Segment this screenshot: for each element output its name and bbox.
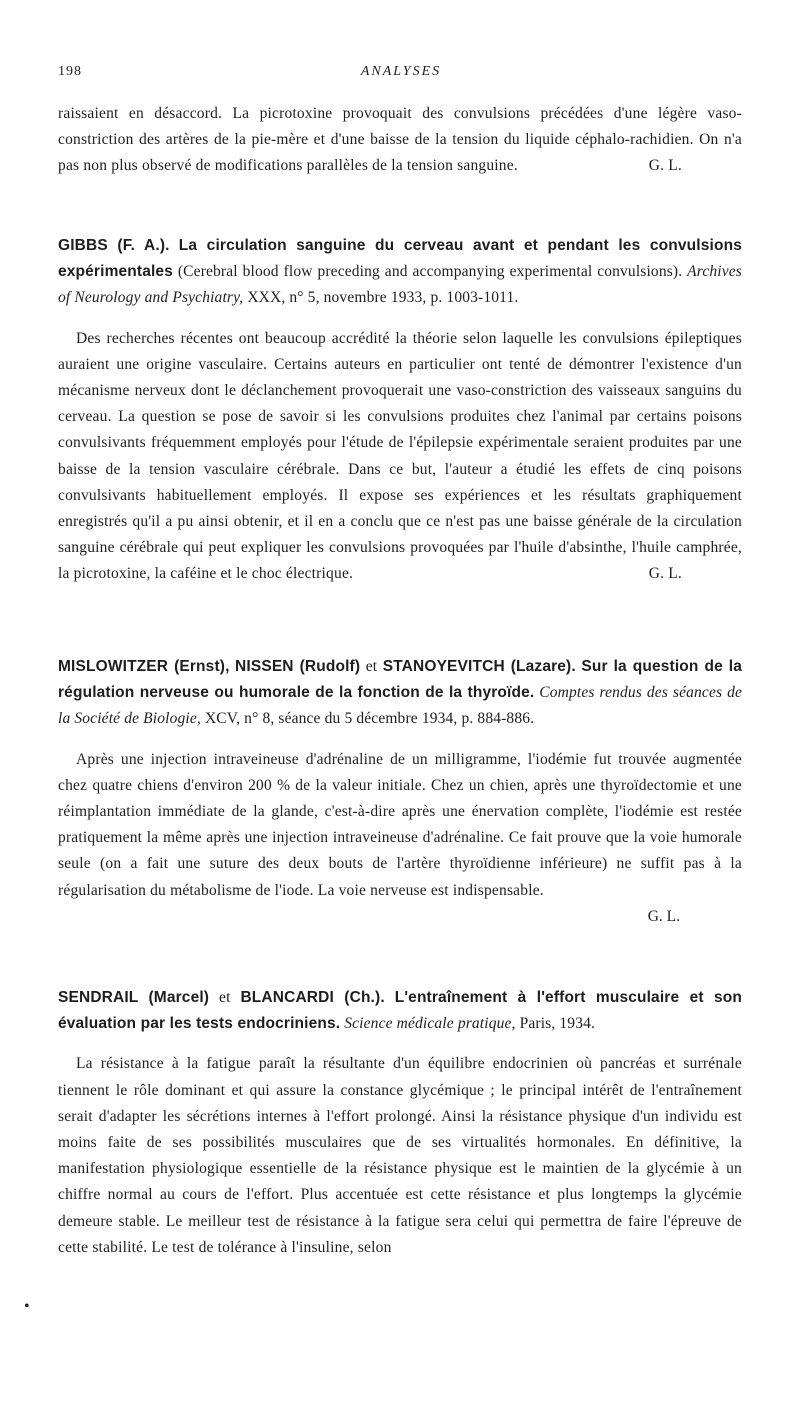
review-body-text: Des recherches récentes ont beaucoup accrédité la théorie selon laquelle les convulsions épileptiques auraient une origine vasculaire. Certains auteurs en particulier ont tenté de démontrer l'existence d'un mécanisme nerveux dont le déclanchement provoquerait une vaso-constriction des vaisseaux sanguins du cerveau. La question se pose de savoir si les convulsions produites chez l'animal par certains poisons convulsivants fréquemment employés pour l'étude de l'épilepsie expérimentale seraient produites par une baisse de la tension vasculaire cérébrale. Dans ce but, l'auteur a étudié les effets de cinq poisons convulsivants habituellement employés. Il expose ses expériences et les résultats graphiquement enregistrés qu'il a pu ainsi obtenir, et il en a conclu que ce n'est pas une baisse générale de la circulation sanguine cérébrale qui peut expliquer les convulsions provoquées par l'huile d'absinthe, l'huile camphrée, la picrotoxine, la caféine et le choc électrique.	[58, 329, 742, 583]
review-author: BLANCARDI (Ch.).	[240, 989, 385, 1006]
review-source-journal: Archives of Neurology and Psychiatry,	[58, 263, 742, 307]
continuation-text	[58, 101, 742, 180]
section-title: ANALYSES	[360, 64, 442, 79]
review-source-details: XCV, n° 8, séance du 5 décembre 1934, p. 884-886.	[204, 710, 535, 728]
review-title: La circulation sanguine du cerveau avant et pendant les convulsions expérimentales	[58, 237, 742, 281]
page-number: 198	[58, 64, 82, 79]
continuation-body: raissaient en désaccord. La picrotoxine provoquait des convulsions précédées d'une légère vaso-constriction des artères de la pie-mère et d'une baisse de la tension du liquide céphalo-rachidien. On n'a pas non plus observé de modifications parallèles de la tension sanguine.	[58, 105, 742, 175]
review-author-connector: et	[219, 989, 231, 1006]
review-title: L'entraînement à l'effort musculaire et son évaluation par les tests endocriniens.	[58, 989, 743, 1033]
review-header	[58, 985, 742, 1037]
review-source-original-title: (Cerebral blood flow preceding and accompanying experimental convulsions).	[177, 263, 683, 281]
continuation-block	[58, 101, 742, 180]
review-author: NISSEN (Rudolf)	[235, 658, 361, 675]
review-source-journal: Science médicale pratique,	[344, 1015, 516, 1033]
review-source-details: XXX, n° 5, novembre 1933, p. 1003-1011.	[247, 289, 519, 307]
continuation-signoff: G. L.	[648, 157, 682, 175]
review-author: SENDRAIL (Marcel)	[58, 989, 210, 1006]
review-body-text: Après une injection intraveineuse d'adrénaline de un milligramme, l'iodémie fut trouvée augmentée chez quatre chiens d'environ 200 % de la valeur initiale. Chez un chien, après une thyroïdectomie et une réimplantation immédiate de la glande, c'est-à-dire après une énervation complète, l'iodémie est restée pratiquement la même après une injection intraveineuse d'adrénaline. Ce fait prouve que la voie humorale seule (on a fait une suture des deux bouts de l'artère thyroïdienne inférieure) ne suffit pas à la régularisation du métabolisme de l'iode. La voie nerveuse est indispensable.	[58, 750, 742, 899]
review-signoff: G. L.	[647, 907, 680, 925]
review-source-journal: Comptes rendus des séances de la Société de Biologie,	[58, 684, 743, 728]
review-body	[58, 1051, 742, 1261]
review-source-details: Paris, 1934.	[519, 1015, 596, 1033]
margin-mark: •	[24, 1298, 30, 1315]
review-header	[58, 654, 742, 733]
review-body	[58, 326, 742, 588]
review-title: Sur la question de la régulation nerveuse ou humorale de la fonction de la thyroïde.	[58, 658, 743, 702]
review-authors: GIBBS (F. A.).	[58, 237, 170, 254]
review-gibbs	[58, 233, 742, 588]
review-body	[58, 747, 742, 904]
running-head	[58, 64, 744, 86]
review-author: STANOYEVITCH (Lazare).	[382, 658, 576, 675]
review-author-connector: et	[365, 658, 378, 675]
review-signoff: G. L.	[648, 565, 682, 583]
review-header	[58, 233, 742, 312]
review-author: MISLOWITZER (Ernst),	[58, 658, 230, 675]
review-mislowitzer	[58, 654, 742, 930]
review-body-text: La résistance à la fatigue paraît la résultante d'un équilibre endocrinien où pancréas et surrénale tiennent le rôle dominant et qui assure la constance glycémique ; le principal intérêt de l'entraînement serait d'adapter les sécrétions internes à l'effort prolongé. Ainsi la résistance physique d'un individu est moins faite de ses possibilités musculaires que de ses virtualités hormonales. En définitive, la manifestation physiologique essentielle de la résistance physique est le maintien de la glycémie à un chiffre normal au cours de l'effort. Plus accentuée est cette résistance et plus longtemps la glycémie demeure stable. Le meilleur test de résistance à la fatigue sera celui qui permettra de faire l'épreuve de cette stabilité. Le test de tolérance à l'insuline, selon	[58, 1055, 742, 1256]
review-sendrail	[58, 985, 742, 1261]
